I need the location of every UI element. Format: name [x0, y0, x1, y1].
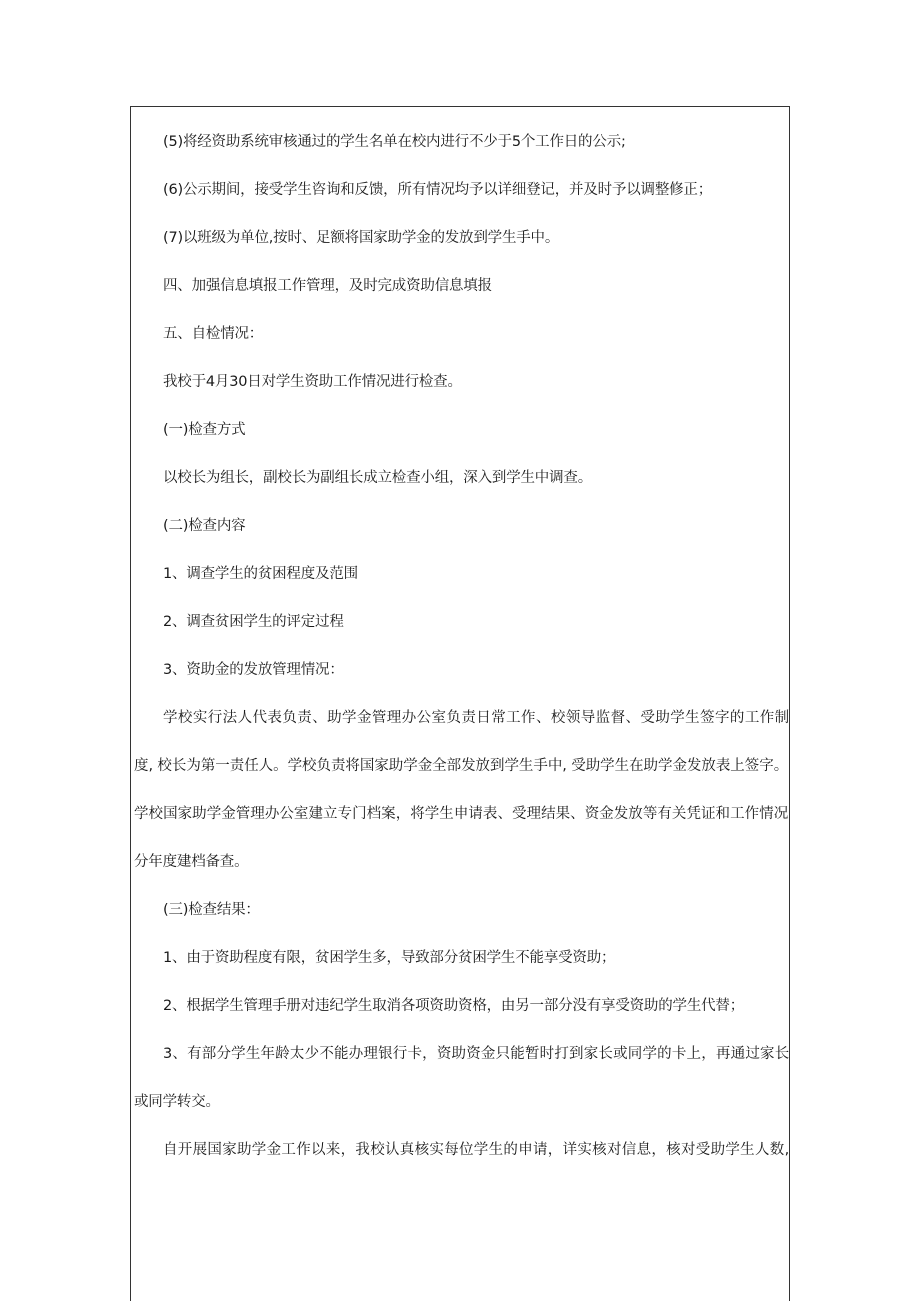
list-item-3: 3、资助金的发放管理情况： — [163, 662, 344, 678]
section-heading-4: 四、加强信息填报工作管理，及时完成资助信息填报 — [163, 278, 492, 294]
result-item-3-line-2: 或同学转交。 — [134, 1094, 220, 1110]
subheading-check-method: (一)检查方式 — [163, 422, 246, 438]
subheading-check-content: (二)检查内容 — [163, 518, 246, 534]
paragraph-management-line-3: 学校国家助学金管理办公室建立专门档案，将学生申请表、受理结果、资金发放等有关凭证和工作情况 — [134, 806, 788, 822]
paragraph-check-date: 我校于4月30日对学生资助工作情况进行检查。 — [163, 374, 462, 390]
section-heading-5: 五、自检情况： — [163, 326, 264, 342]
paragraph-summary: 自开展国家助学金工作以来，我校认真核实每位学生的申请，详实核对信息，核对受助学生人数, — [163, 1142, 789, 1158]
result-item-3-line-1: 3、有部分学生年龄太少不能办理银行卡，资助资金只能暂时打到家长或同学的卡上，再通过家长 — [163, 1046, 789, 1062]
paragraph-management-line-4: 分年度建档备查。 — [134, 854, 249, 870]
result-item-2: 2、根据学生管理手册对违纪学生取消各项资助资格，由另一部分没有享受资助的学生代替； — [163, 998, 745, 1014]
subheading-check-result: (三)检查结果： — [163, 902, 260, 918]
paragraph-management-line-2: 度, 校长为第一责任人。学校负责将国家助学金全部发放到学生手中, 受助学生在助学金发放表上签字。 — [134, 758, 788, 774]
paragraph-item-5: (5)将经资助系统审核通过的学生名单在校内进行不少于5个工作日的公示; — [163, 134, 626, 150]
list-item-2: 2、调查贫困学生的评定过程 — [163, 614, 344, 630]
result-item-1: 1、由于资助程度有限，贫困学生多，导致部分贫困学生不能享受资助； — [163, 950, 616, 966]
paragraph-management-line-1: 学校实行法人代表负责、助学金管理办公室负责日常工作、校领导监督、受助学生签字的工作制 — [163, 710, 789, 726]
list-item-1: 1、调查学生的贫困程度及范围 — [163, 566, 358, 582]
paragraph-check-team: 以校长为组长，副校长为副组长成立检查小组，深入到学生中调查。 — [163, 470, 592, 486]
paragraph-item-6: (6)公示期间，接受学生咨询和反馈，所有情况均予以详细登记，并及时予以调整修正； — [163, 182, 713, 198]
paragraph-item-7: (7)以班级为单位,按时、足额将国家助学金的发放到学生手中。 — [163, 230, 560, 246]
